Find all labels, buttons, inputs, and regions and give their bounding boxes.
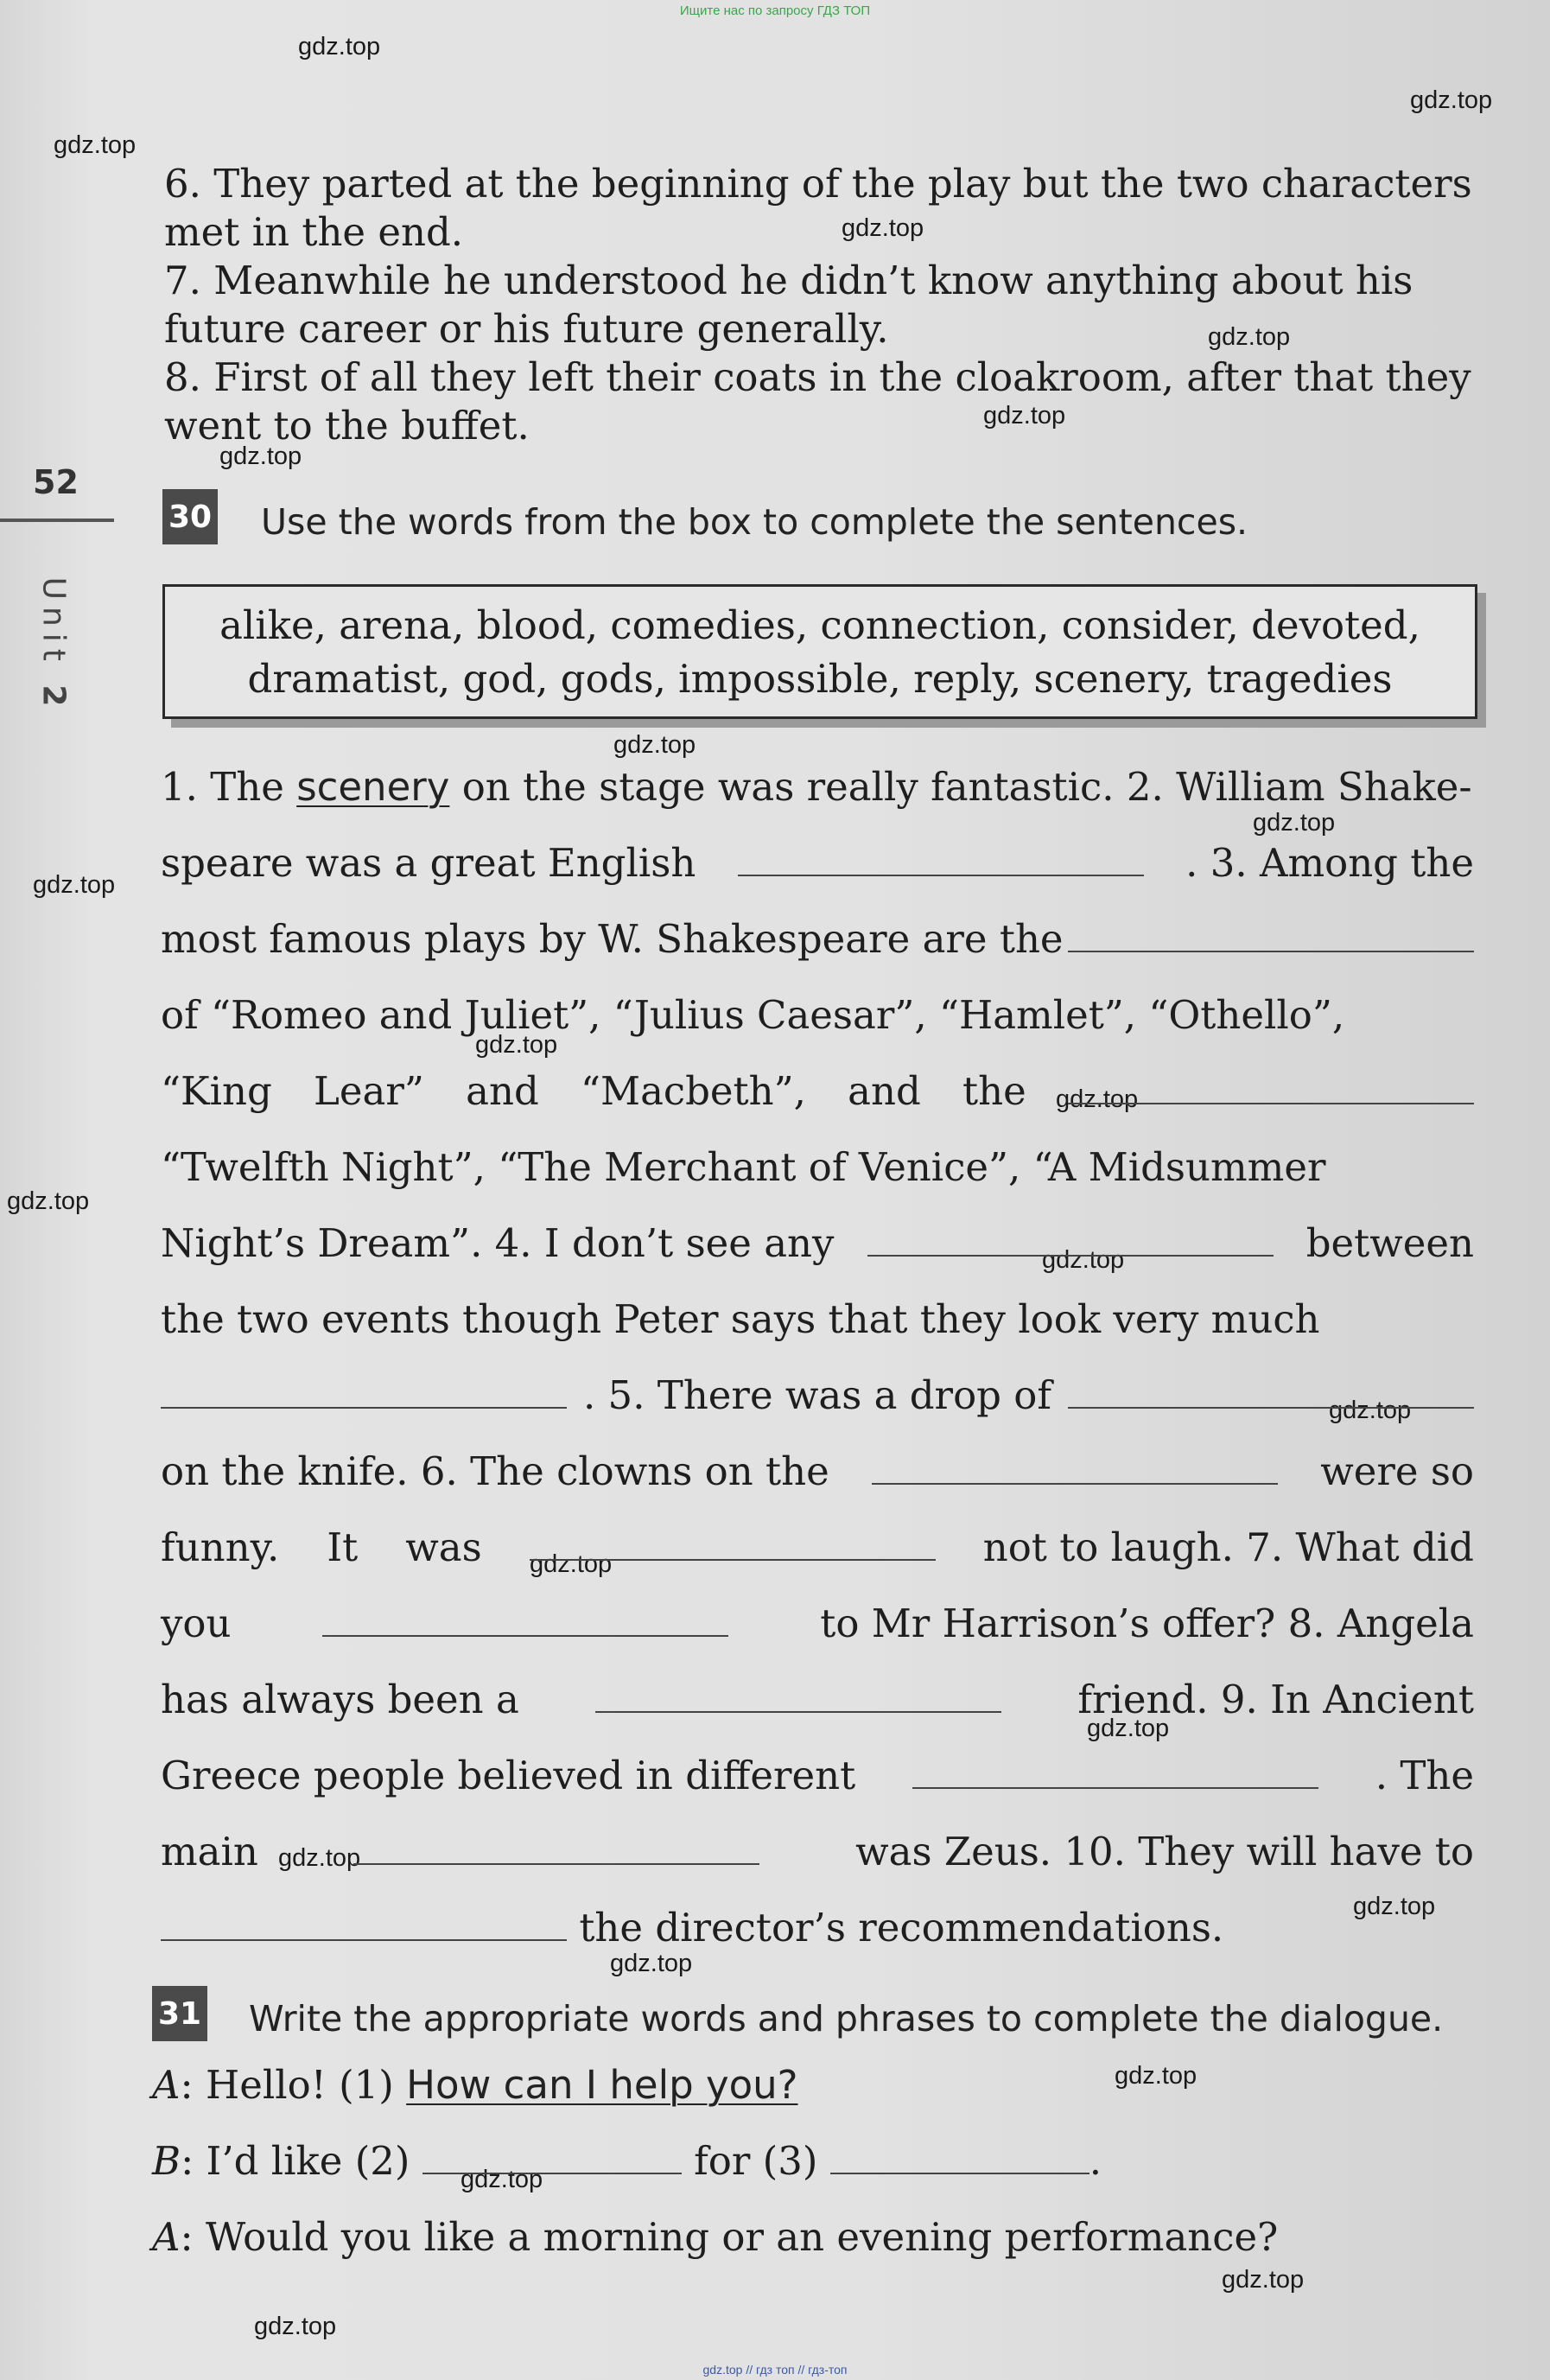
handwritten-answer: How can I help you? — [406, 2062, 798, 2108]
watermark: gdz.top — [1410, 86, 1493, 114]
text-line: 7. Meanwhile he understood he didn’t know anything about his — [164, 258, 1413, 303]
watermark: gdz.top — [254, 2313, 337, 2340]
answer-blank[interactable] — [738, 843, 1144, 876]
text-line: went to the buffet. — [164, 403, 530, 449]
exercise-instruction: Write the appropriate words and phrases to complete the dialogue. — [249, 1998, 1444, 2040]
watermark: gdz.top — [1087, 1715, 1170, 1742]
exercise-number: 31 — [152, 1986, 207, 2041]
watermark: gdz.top — [1056, 1085, 1139, 1113]
answer-blank[interactable] — [422, 2141, 682, 2174]
watermark: gdz.top — [1222, 2266, 1305, 2294]
sentence-line: most famous plays by W. Shakespeare are the — [161, 920, 1474, 958]
answer-blank[interactable] — [161, 1376, 567, 1409]
sentence-line: the director’s recommendations. — [161, 1908, 1223, 1947]
watermark: gdz.top — [54, 131, 137, 159]
page-number: 52 — [33, 463, 79, 501]
dialogue-line: A: Hello! (1) How can I help you? — [152, 2062, 798, 2108]
watermark: gdz.top — [1042, 1246, 1125, 1274]
watermark: gdz.top — [1253, 809, 1336, 837]
answer-blank[interactable] — [595, 1680, 1001, 1713]
text-line: met in the end. — [164, 209, 464, 255]
exercise-instruction: Use the words from the box to complete the sentences. — [261, 501, 1248, 543]
page-number-rule — [0, 519, 114, 522]
word-box-line: dramatist, god, gods, impossible, reply, scenery, tragedies — [247, 656, 1393, 702]
sentence-line: 1. The scenery on the stage was really fantastic. 2. William Shake- — [161, 764, 1472, 810]
sentence-line: funny. It was not to laugh. 7. What did — [161, 1524, 1474, 1570]
sentence-line: Greece people believed in different . The — [161, 1753, 1474, 1798]
watermark: gdz.top — [1115, 2062, 1197, 2090]
sentence-line: the two events though Peter says that they look very much — [161, 1296, 1320, 1342]
sentence-line: has always been a friend. 9. In Ancient — [161, 1677, 1474, 1722]
dialogue-line: A: Would you like a morning or an evening performance? — [152, 2214, 1279, 2260]
sentence-line: Night’s Dream”. 4. I don’t see any between — [161, 1220, 1474, 1266]
sentence-line: “King Lear” and “Macbeth”, and the — [161, 1072, 1474, 1110]
word-box — [162, 584, 1477, 719]
text-line: future career or his future generally. — [164, 306, 889, 352]
handwritten-answer: scenery — [296, 764, 450, 810]
sentence-line: speare was a great English . 3. Among the — [161, 840, 1474, 886]
unit-label — [31, 562, 74, 735]
watermark: gdz.top — [610, 1950, 693, 1977]
answer-blank[interactable] — [1068, 920, 1474, 952]
text-line: 8. First of all they left their coats in the cloakroom, after that they — [164, 354, 1471, 400]
watermark: gdz.top — [461, 2166, 543, 2193]
word-box-line: alike, arena, blood, comedies, connection, consider, devoted, — [219, 602, 1420, 648]
answer-blank[interactable] — [1068, 1072, 1474, 1104]
unit-word: Unit — [35, 576, 72, 668]
watermark: gdz.top — [1353, 1893, 1436, 1920]
watermark: gdz.top — [298, 33, 381, 60]
site-note: Ищите нас по запросу ГДЗ ТОП — [679, 3, 871, 18]
answer-blank[interactable] — [830, 2141, 1089, 2174]
answer-blank[interactable] — [530, 1528, 936, 1561]
sentence-line: “Twelfth Night”, “The Merchant of Venice”, “A Midsummer — [161, 1144, 1326, 1190]
answer-blank[interactable] — [872, 1452, 1278, 1485]
exercise-number: 30 — [162, 489, 218, 544]
watermark: gdz.top — [530, 1550, 613, 1578]
sentence-line: of “Romeo and Juliet”, “Julius Caesar”, “Hamlet”, “Othello”, — [161, 992, 1345, 1038]
answer-blank[interactable] — [161, 1908, 567, 1941]
watermark: gdz.top — [983, 402, 1066, 430]
watermark: gdz.top — [7, 1187, 90, 1215]
answer-blank[interactable] — [867, 1224, 1274, 1257]
dialogue-line: B: I’d like (2) for (3) . — [152, 2138, 1102, 2184]
watermark: gdz.top — [33, 871, 116, 899]
unit-number: 2 — [35, 684, 72, 714]
watermark: gdz.top — [219, 442, 302, 470]
watermark: gdz.top — [475, 1031, 558, 1059]
text-line: 6. They parted at the beginning of the play but the two characters — [164, 161, 1472, 207]
answer-blank[interactable] — [353, 1832, 759, 1865]
watermark: gdz.top — [1208, 323, 1291, 351]
footer-note: gdz.top // гдз топ // гдз-топ — [702, 2363, 848, 2377]
answer-blank[interactable] — [912, 1756, 1318, 1789]
sentence-line: on the knife. 6. The clowns on the were so — [161, 1448, 1474, 1494]
watermark: gdz.top — [1329, 1397, 1412, 1424]
watermark: gdz.top — [278, 1844, 361, 1872]
sentence-line: main was Zeus. 10. They will have to — [161, 1829, 1474, 1874]
watermark: gdz.top — [613, 731, 696, 759]
watermark: gdz.top — [842, 214, 924, 242]
answer-blank[interactable] — [1068, 1376, 1474, 1409]
answer-blank[interactable] — [322, 1604, 728, 1637]
sentence-line: . 5. There was a drop of — [161, 1376, 1474, 1415]
sentence-line: you to Mr Harrison’s offer? 8. Angela — [161, 1600, 1474, 1646]
